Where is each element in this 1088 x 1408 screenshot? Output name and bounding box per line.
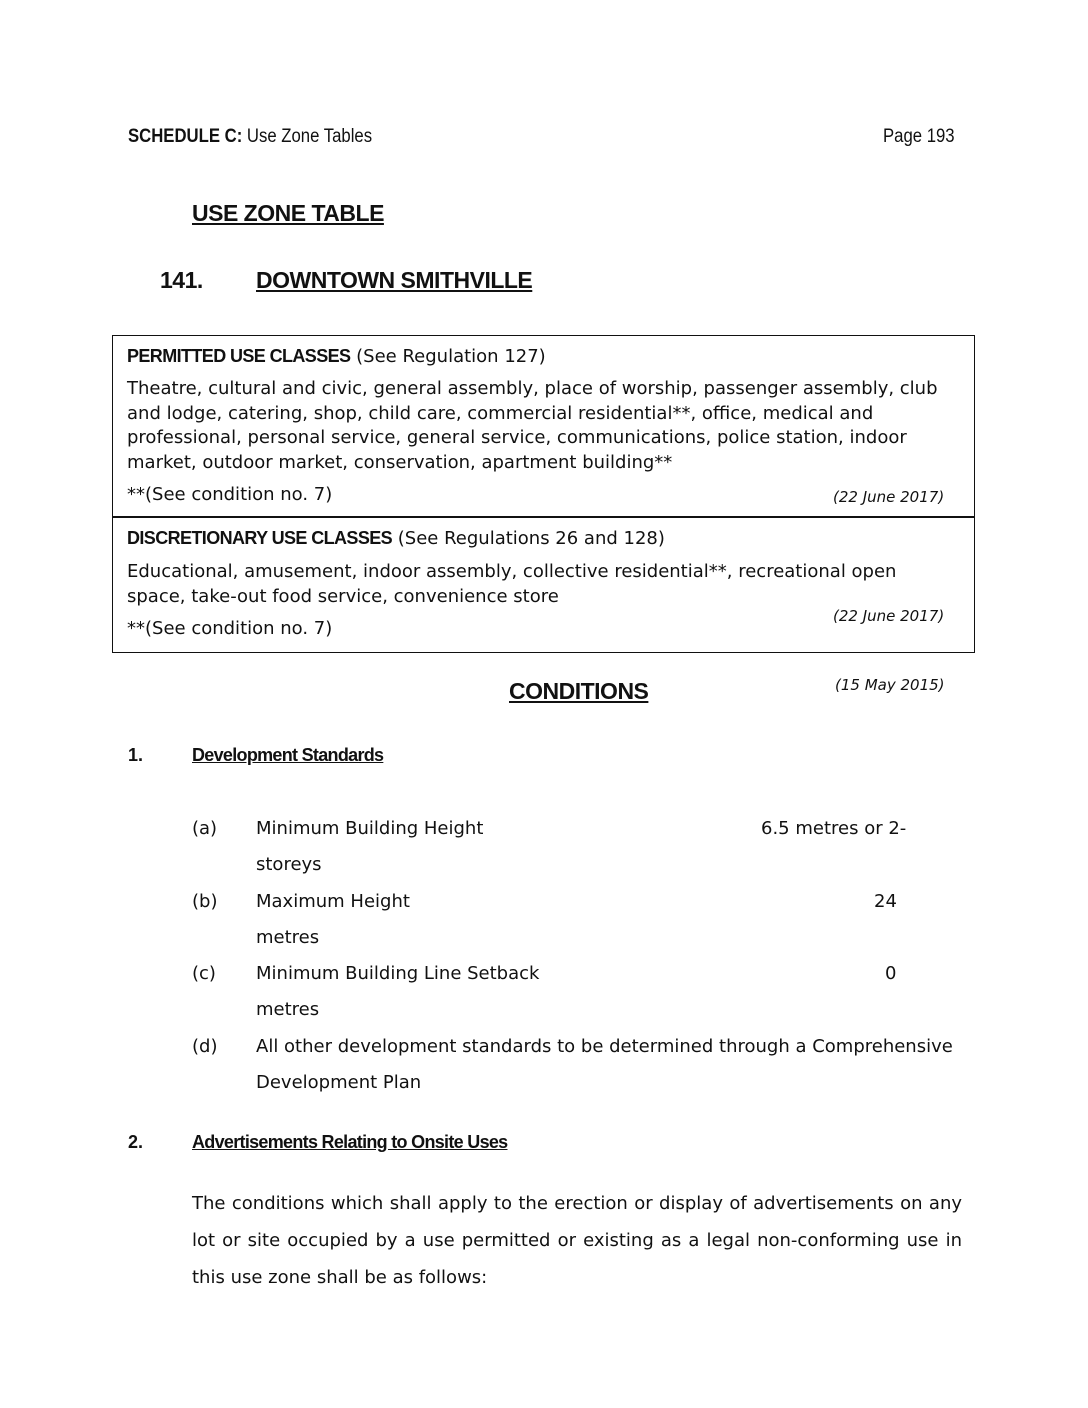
section-number: 2. — [128, 1132, 144, 1152]
permitted-line: market, outdoor market, conservation, apartment building** — [127, 451, 673, 473]
permitted-ref: (See Regulation 127) — [350, 346, 546, 367]
permitted-line: and lodge, catering, shop, child care, commercial residential**, office, medical and — [127, 402, 874, 424]
standard-letter: (c) — [192, 963, 216, 984]
discretionary-date: (22 June 2017) — [833, 607, 945, 625]
table-title: USE ZONE TABLE — [192, 200, 384, 226]
schedule-title: Use Zone Tables — [246, 126, 373, 147]
conditions-title: CONDITIONS — [509, 678, 649, 704]
standard-label: All other development standards to be determined through a Comprehensive — [256, 1036, 953, 1057]
standard-letter: (a) — [192, 818, 218, 839]
discretionary-label: DISCRETIONARY USE CLASSES — [127, 528, 393, 548]
discretionary-ref: (See Regulations 26 and 128) — [392, 528, 665, 549]
standard-letter: (d) — [192, 1036, 218, 1057]
standard-value: 0 — [885, 963, 897, 984]
conditions-paragraph: The conditions which shall apply to the erection or display of advertisements on any lot or site occupied by a use permitted or existing as a legal non-conforming use in this use zone shall be as follows: — [192, 1193, 962, 1288]
section-number: 1. — [128, 745, 144, 765]
running-header — [128, 126, 372, 148]
discretionary-line: space, take-out food service, convenience store — [127, 585, 559, 607]
standard-wrap: metres — [256, 927, 320, 948]
zone-number: 141. — [160, 267, 203, 293]
section-title-advertisements: Advertisements Relating to Onsite Uses — [192, 1132, 508, 1152]
permitted-date: (22 June 2017) — [833, 488, 945, 506]
page-number: Page 193 — [883, 126, 955, 147]
permitted-use-box — [112, 335, 975, 518]
discretionary-line: Educational, amusement, indoor assembly, collective residential**, recreational open — [127, 561, 897, 582]
permitted-list — [127, 377, 967, 475]
zone-name: DOWNTOWN SMITHVILLE — [256, 267, 533, 293]
section-title-development-standards: Development Standards — [192, 745, 384, 765]
discretionary-list — [127, 560, 967, 609]
permitted-note: **(See condition no. 7) — [127, 484, 333, 505]
standard-label: Minimum Building Height — [256, 818, 484, 839]
discretionary-heading — [127, 526, 665, 552]
standard-value: 6.5 metres or 2- — [761, 818, 907, 839]
discretionary-note: **(See condition no. 7) — [127, 618, 333, 639]
permitted-line: professional, personal service, general service, communications, police station, indoor — [127, 427, 907, 448]
permitted-label: PERMITTED USE CLASSES — [127, 346, 351, 366]
permitted-heading — [127, 344, 546, 370]
standard-wrap: metres — [256, 999, 320, 1020]
permitted-line: Theatre, cultural and civic, general assembly, place of worship, passenger assembly, club — [127, 378, 938, 399]
conditions-date: (15 May 2015) — [835, 676, 945, 694]
standard-wrap: Development Plan — [256, 1072, 422, 1093]
schedule-label: SCHEDULE C: — [128, 126, 243, 147]
standard-letter: (b) — [192, 891, 218, 912]
standard-label: Minimum Building Line Setback — [256, 963, 540, 984]
standard-label: Maximum Height — [256, 891, 410, 912]
standard-value: 24 — [874, 891, 897, 912]
discretionary-use-box — [112, 516, 975, 653]
standard-wrap: storeys — [256, 854, 322, 875]
